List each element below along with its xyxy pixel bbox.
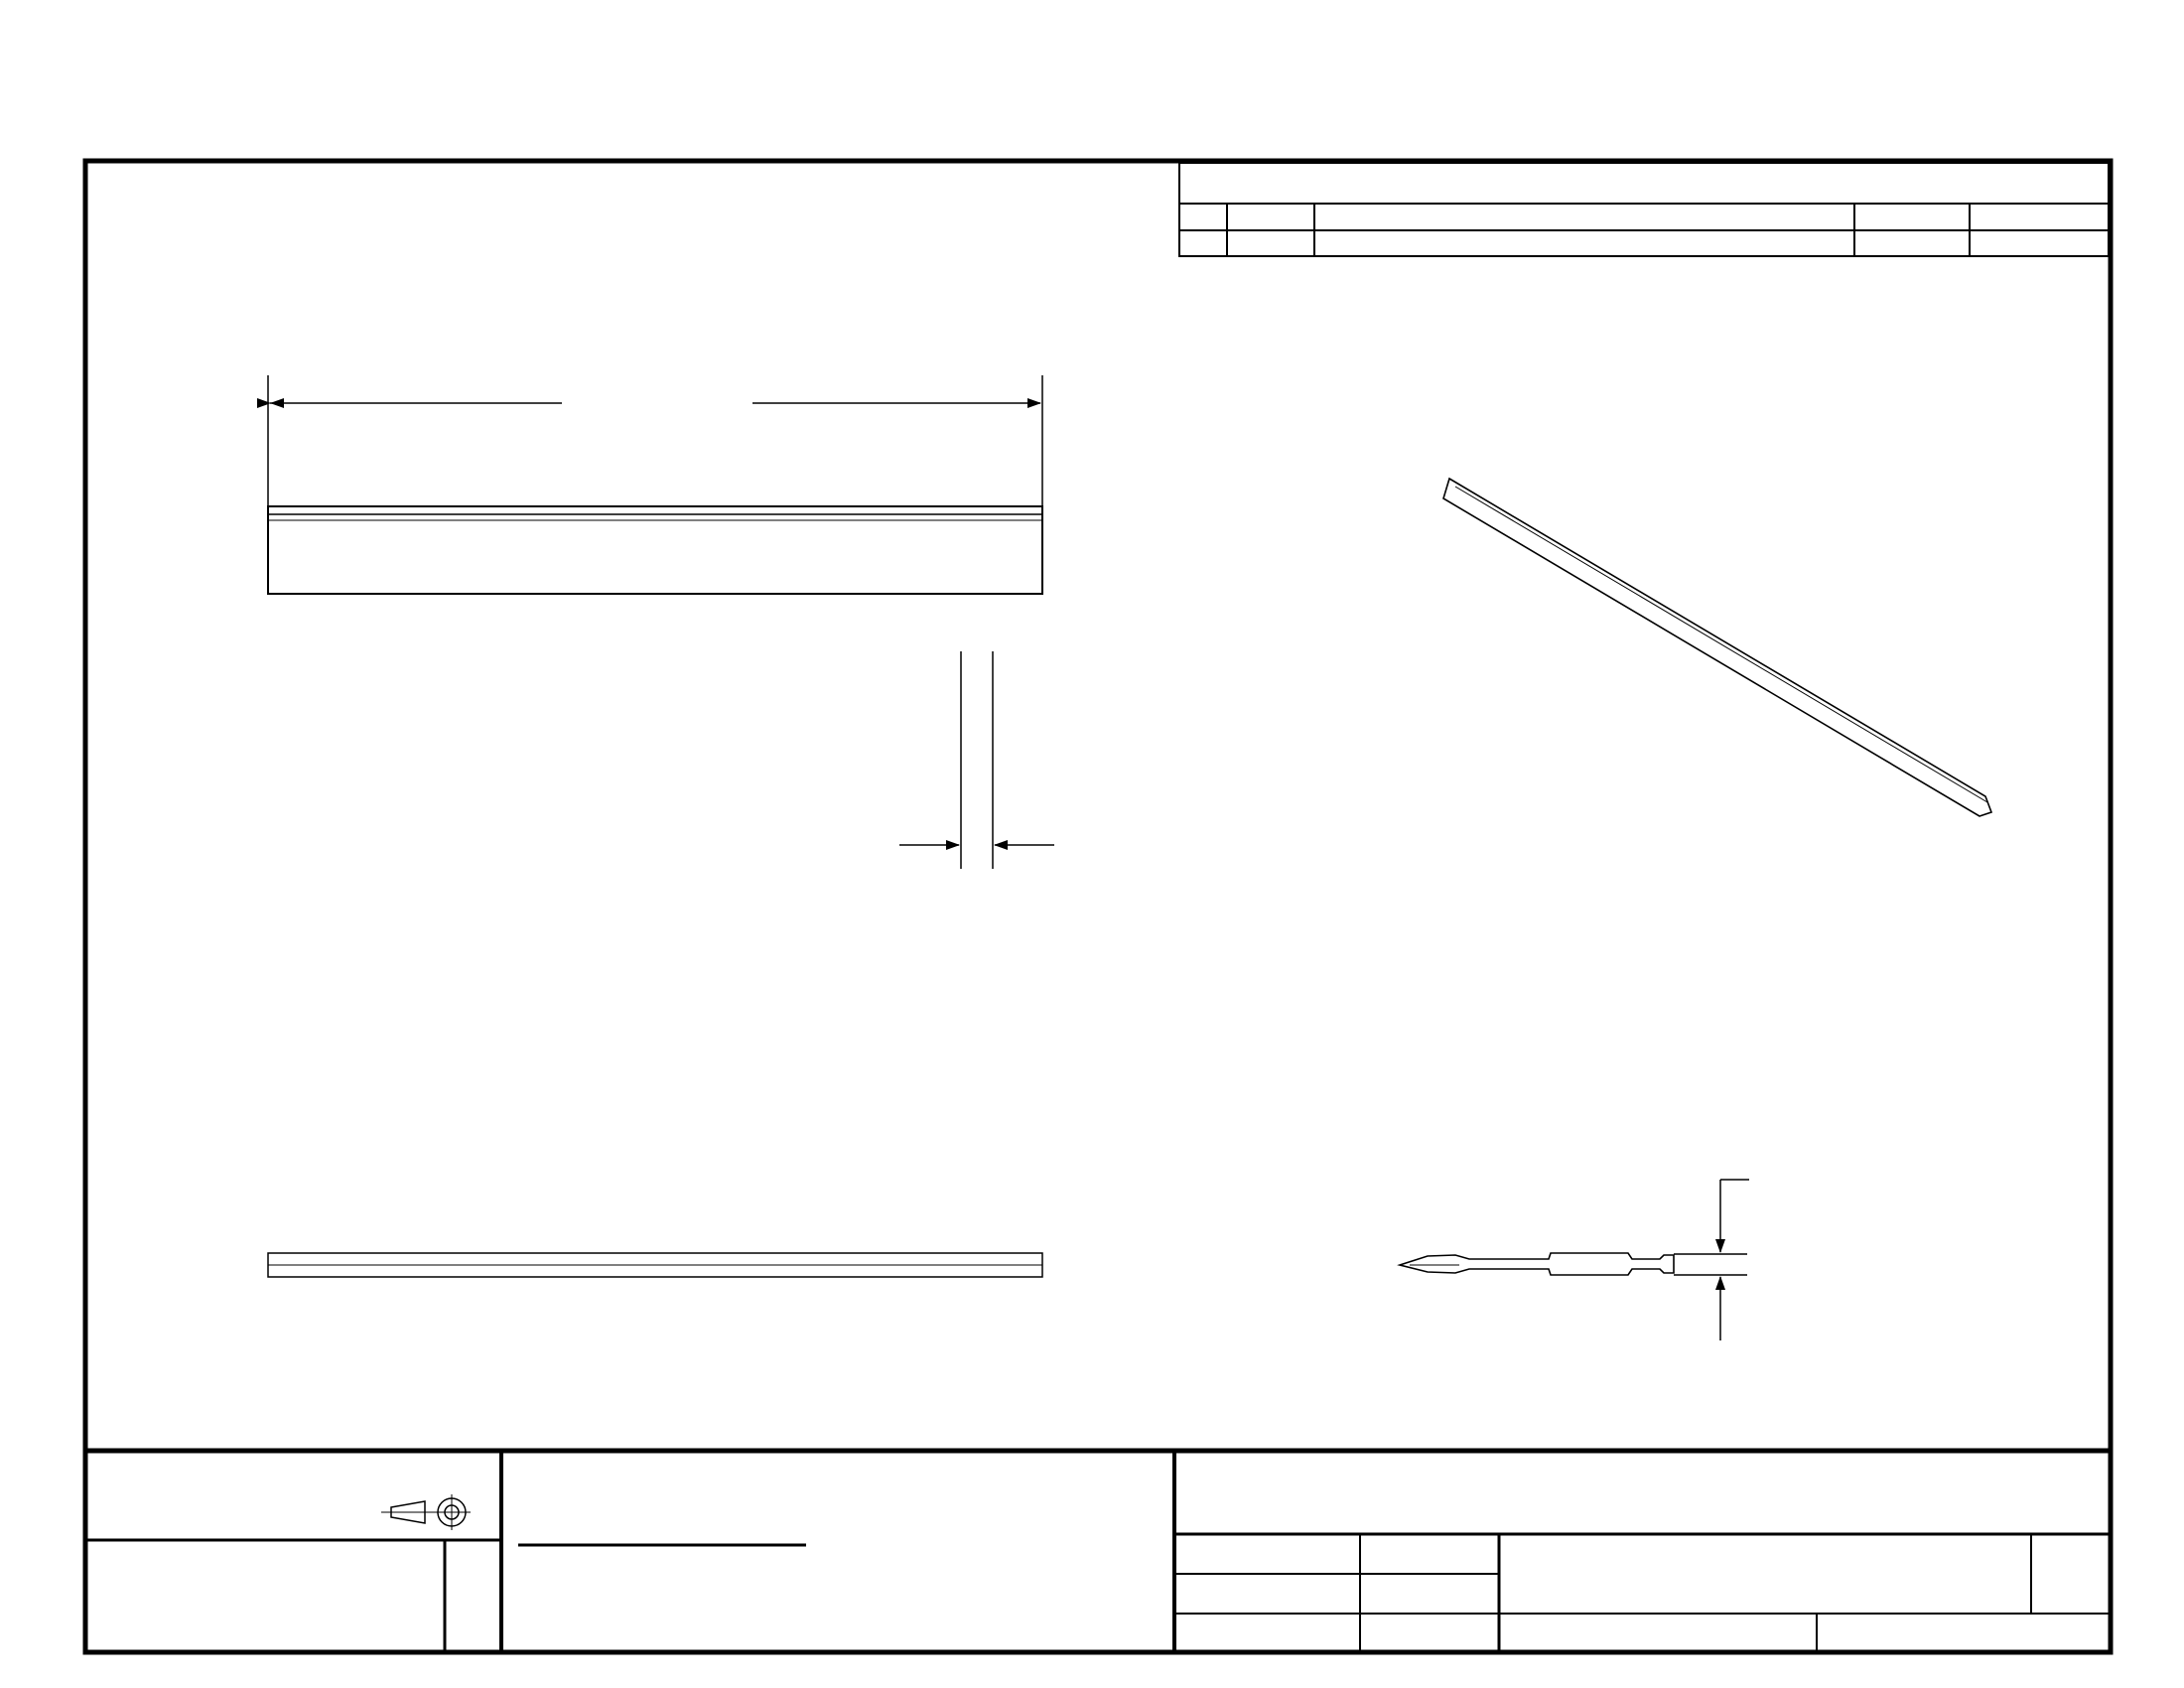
thickness-dimension xyxy=(1720,1180,1749,1340)
jumper-front-view xyxy=(268,375,1042,869)
third-angle-projection-icon xyxy=(381,1494,471,1530)
revisions-table xyxy=(1179,163,2109,256)
jumper-side-view xyxy=(1400,1253,1747,1275)
sheet-border xyxy=(85,161,2111,1652)
overall-length-dimension xyxy=(270,398,1040,408)
jumper-top-view xyxy=(268,1253,1042,1277)
jumper-isometric-view xyxy=(1443,479,1991,816)
title-block xyxy=(85,1451,2111,1652)
